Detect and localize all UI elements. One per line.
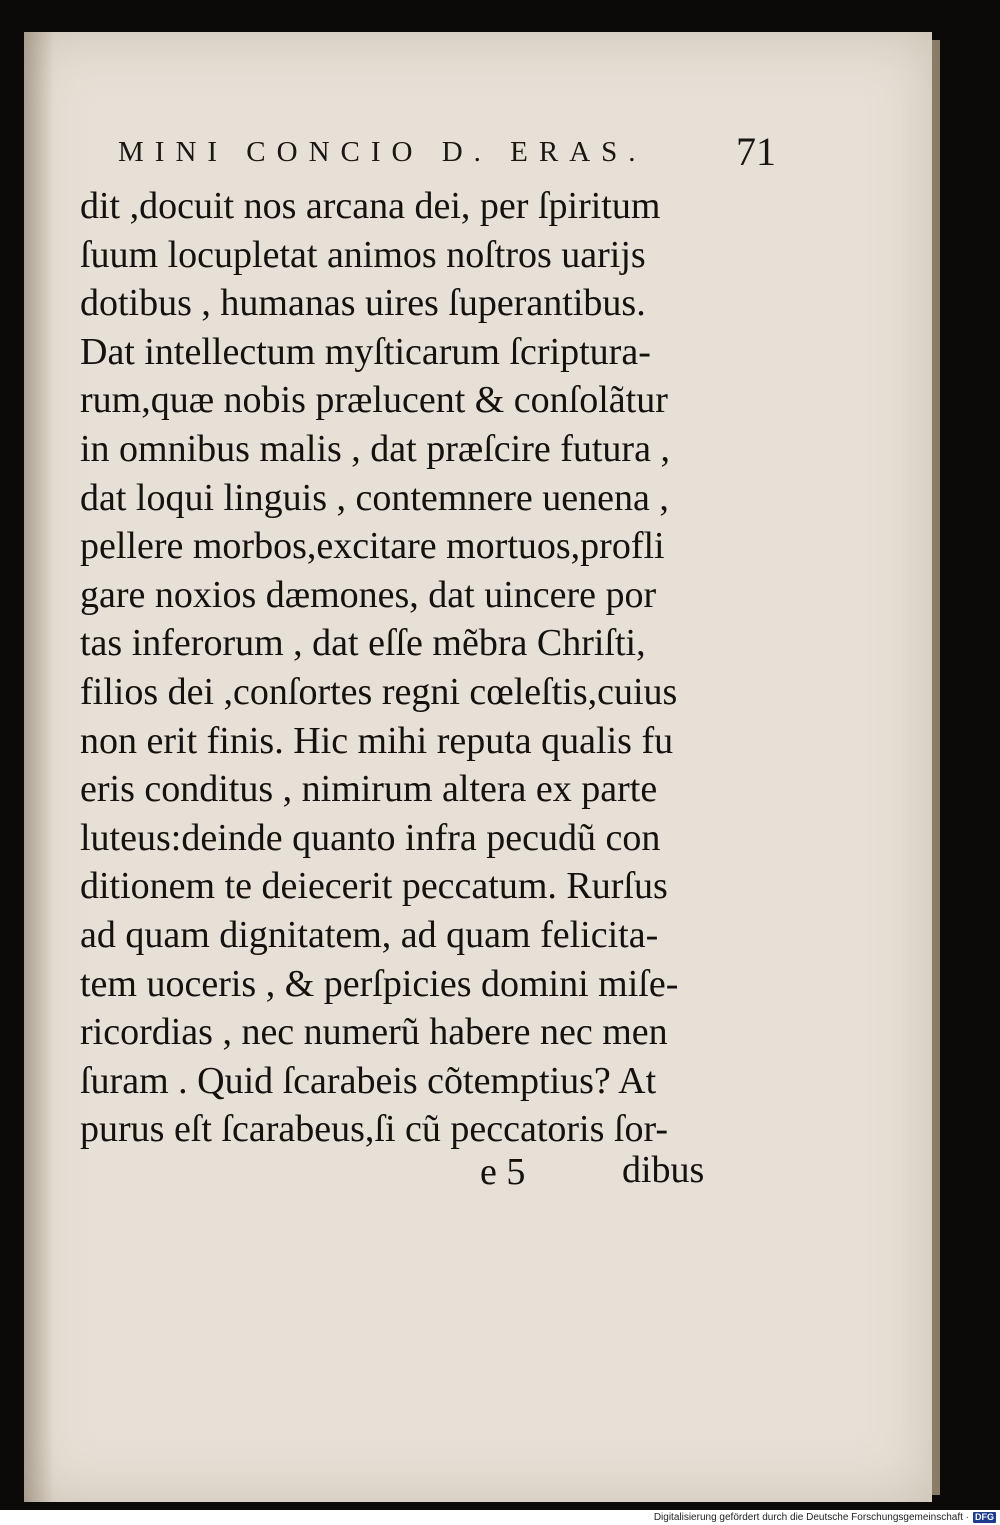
footer-text: Digitalisierung gefördert durch die Deutsche Forschungsgemeinschaft · bbox=[653, 1512, 969, 1523]
text-line: ſuum locupletat animos noſtros uariјs bbox=[80, 233, 646, 276]
running-head: MINI CONCIO D. ERAS. bbox=[118, 136, 647, 168]
text-line: dit ,docuit nos arcana dei, per ſpiritum bbox=[80, 185, 661, 227]
text-line: dat loqui linguis , contemnere uenena , bbox=[80, 476, 669, 519]
text-line: ad quam dignitatem, ad quam felicita- bbox=[80, 913, 659, 956]
page-edge bbox=[932, 40, 940, 1495]
dfg-logo: DFG bbox=[975, 1512, 994, 1522]
catchword: dibus bbox=[622, 1149, 705, 1191]
text-line: Dat intellectum myſticarum ſcriptura- bbox=[80, 330, 651, 373]
text-line: filios dei ,conſortes regni cœleſtis,cuius bbox=[80, 670, 678, 713]
text-line: purus eſt ſcarabeus,ſi cũ peccatoris ſor- bbox=[80, 1108, 668, 1151]
text-line: eris conditus , nimirum altera ex parte bbox=[80, 768, 658, 811]
text-line: ditionem te deiecerit peccatum. Rurſus bbox=[80, 865, 668, 908]
text-line: in omnibus malis , dat præſcire futura , bbox=[80, 427, 670, 470]
spine-shadow bbox=[24, 32, 54, 1502]
text-line: gare noxios dæmones, dat uincere por bbox=[80, 573, 657, 616]
text-line: ſuram . Quid ſcarabeis cõtemptius? At bbox=[80, 1059, 657, 1102]
text-line: pellere morbos,excitare mortuos,profli bbox=[80, 525, 665, 568]
page-number: 71 bbox=[736, 129, 776, 174]
text-line: non erit finis. Hic mihi reputa qualis fu bbox=[80, 719, 674, 762]
text-line: tas inferorum , dat eſſe mẽbra Chriſti, bbox=[80, 622, 646, 665]
text-line: rum,quæ nobis prælucent & conſolãtur bbox=[80, 379, 668, 422]
text-line: ricordias , nec numerũ habere nec men bbox=[80, 1011, 668, 1054]
text-line: luteus:deinde quanto infra pecudũ con bbox=[80, 816, 661, 859]
signature-mark: e 5 bbox=[480, 1151, 526, 1193]
text-line: dotibus , humanas uires ſuperantibus. bbox=[80, 282, 646, 325]
body-text bbox=[80, 182, 720, 1154]
text-line: tem uoceris , & perſpicies domini miſe- bbox=[80, 962, 679, 1005]
digitization-footer bbox=[654, 1511, 996, 1524]
